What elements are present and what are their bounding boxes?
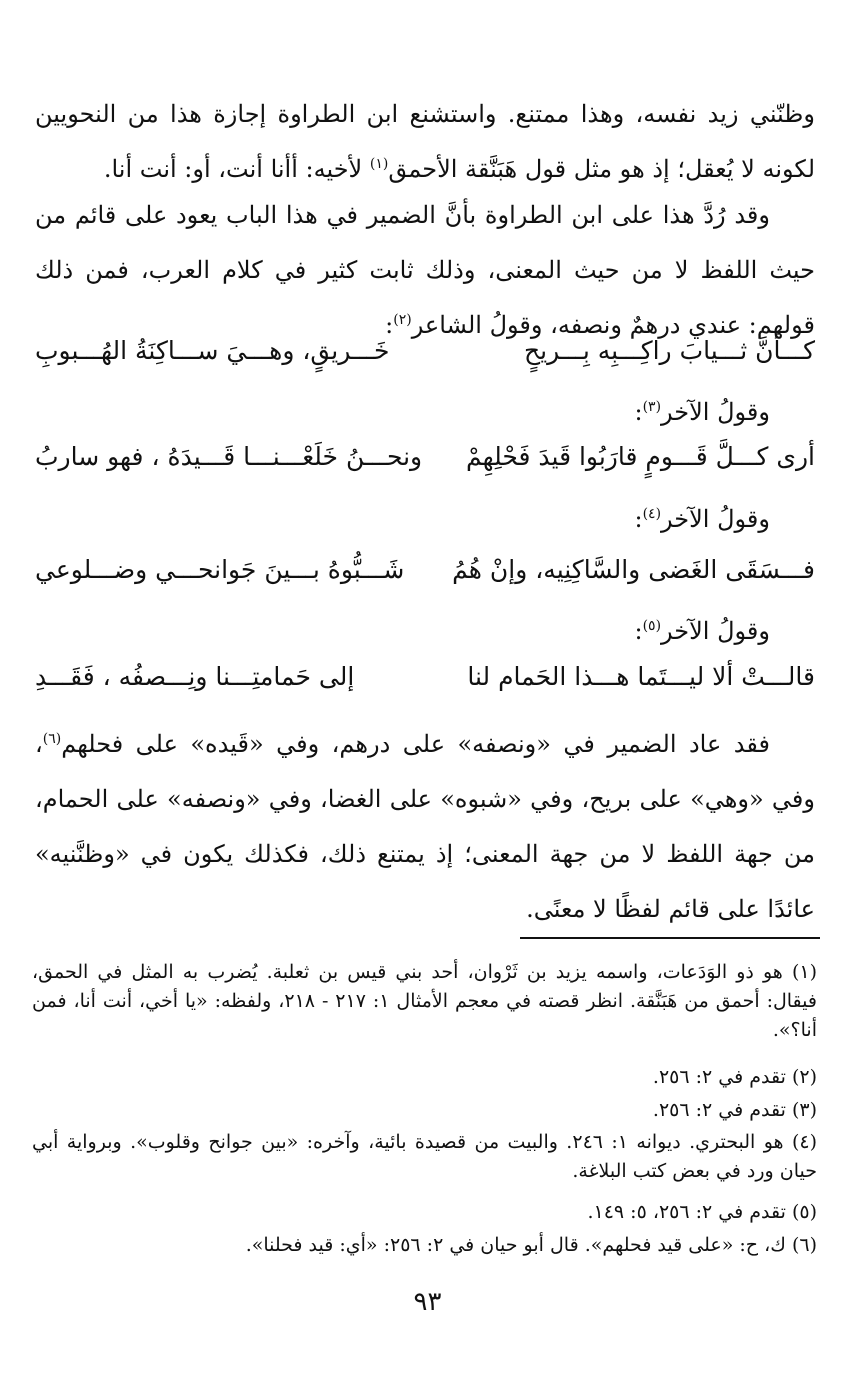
- paragraph-text: وقد رُدَّ هذا على ابن الطراوة بأنَّ الضمير في هذا الباب يعود على قائم من حيث اللفظ لا من حيث المعنى، وذلك ثابت كثير في كلام العرب، فمن ذلك قولهم: عندي درهمٌ ونصفه، وقولُ الشاعر: [35, 201, 815, 339]
- verse-second-hemistich: إلى حَمامتِـــنا ونِـــصفُه ، فَقَـــدِ: [35, 662, 355, 691]
- footnote-number: (١): [791, 961, 817, 983]
- verse-line-4: [35, 662, 815, 702]
- verse-intro-4: [0, 505, 770, 533]
- paragraph-2: [35, 188, 815, 353]
- verse-first-hemistich: فـــسَقَى الغَضى والسَّاكِنِيه، وإنْ هُمُ: [452, 555, 815, 584]
- verse-first-hemistich: قالـــتْ ألا ليـــتَما هـــذا الحَمام لنا: [467, 662, 815, 691]
- paragraph-1: [35, 87, 815, 197]
- paragraph-text: فقد عاد الضمير في «ونصفه» على درهم، وفي «قَيده» على فحلهم: [61, 730, 770, 758]
- intro-text: :: [634, 505, 643, 533]
- verse-line-3: [35, 555, 815, 595]
- footnote-ref-6[interactable]: (٦): [42, 731, 62, 747]
- footnote-ref-5[interactable]: (٥): [642, 618, 662, 634]
- footnote-text: ك، ح: «على قيد فحلهم». قال أبو حيان في ٢: ٢٥٦: «أي: قيد فحلنا».: [245, 1234, 786, 1256]
- footnote-ref-4[interactable]: (٤): [642, 506, 662, 522]
- footnote-text: تقدم في ٢: ٢٥٦.: [652, 1099, 786, 1121]
- paragraph-text: لأخيه: أأنا أنت، أو: أنت أنا.: [103, 155, 370, 183]
- footnote-text: هو البحتري. ديوانه ١: ٢٤٦. والبيت من قصيدة بائية، وآخره: «بين جوانح وقلوب». وبرواية أبي حيان ورد في بعض كتب البلاغة.: [32, 1131, 817, 1182]
- footnote-number: (٢): [791, 1066, 817, 1088]
- footnote-3: [32, 1096, 817, 1125]
- intro-text: وقولُ الآخر: [661, 398, 770, 426]
- verse-first-hemistich: أرى كـــلَّ قَـــومٍ قارَبُوا قَيدَ فَحْلِهِمْ: [465, 442, 815, 471]
- intro-text: :: [634, 617, 643, 645]
- intro-text: وقولُ الآخر: [661, 617, 770, 645]
- footnote-2: [32, 1063, 817, 1092]
- footnote-text: تقدم في ٢: ٢٥٦.: [652, 1066, 786, 1088]
- verse-intro-3: [0, 398, 770, 426]
- verse-first-hemistich: كـــأنَّ ثـــيابَ راكِـــبِه بِـــريحٍ: [524, 336, 815, 365]
- verse-second-hemistich: خَـــريقٍ، وهـــيَ ســـاكِنَةُ الهُـــبوبِ: [35, 336, 390, 365]
- footnote-1: [32, 958, 817, 1045]
- footnote-4: [32, 1128, 817, 1186]
- paragraph-text: :: [385, 311, 394, 339]
- footnote-number: (٥): [791, 1201, 817, 1223]
- footnote-number: (٦): [791, 1234, 817, 1256]
- footnote-text: تقدم في ٢: ٢٥٦، ٥: ١٤٩.: [587, 1201, 786, 1223]
- intro-text: :: [634, 398, 643, 426]
- verse-line-2: [35, 442, 815, 482]
- verse-line-1: [35, 336, 815, 376]
- verse-second-hemistich: شَـــبُّوهُ بـــينَ جَوانحـــي وضـــلوعي: [35, 555, 405, 584]
- footnote-number: (٤): [791, 1131, 817, 1153]
- footnote-ref-3[interactable]: (٣): [642, 399, 662, 415]
- footnote-number: (٣): [791, 1099, 817, 1121]
- page-number: ٩٣: [413, 1287, 442, 1317]
- paragraph-text: ، وفي «وهي» على بريح، وفي «شبوه» على الغضا، وفي «ونصفه» على الحمام، من جهة اللفظ لا من جهة المعنى؛ إذ يمتنع ذلك، فكذلك يكون في «وظنَّنيه» عائدًا على قائم لفظًا لا معنًى.: [35, 730, 815, 923]
- footnote-separator: [520, 937, 820, 939]
- paragraph-text: وظنّني زيد نفسه، وهذا ممتنع. واستشنع ابن الطراوة إجازة هذا من النحويين لكونه لا يُعقل؛ إذ هو مثل قول هَبَنَّقة الأحمق: [35, 100, 815, 183]
- footnote-text: هو ذو الوَدَعات، واسمه يزيد بن ثَرْوان، أحد بني قيس بن ثعلبة. يُضرب به المثل في الحمق، فيقال: أحمق من هَبَنَّقة. انظر قصته في معجم الأمثال ١: ٢١٧ - ٢١٨، ولفظه: «يا أخي، أنت أنا، فمن أنا؟».: [32, 961, 817, 1041]
- verse-intro-5: [0, 617, 770, 645]
- footnote-6: [32, 1231, 817, 1260]
- footnote-ref-2[interactable]: (٢): [393, 312, 412, 328]
- footnote-ref-1[interactable]: (١): [369, 156, 389, 172]
- verse-second-hemistich: ونحـــنُ خَلَعْـــنـــا قَـــيدَهُ ، فهو ساربُ: [35, 442, 423, 471]
- footnote-5: [32, 1198, 817, 1227]
- intro-text: وقولُ الآخر: [661, 505, 770, 533]
- paragraph-3: [35, 717, 815, 937]
